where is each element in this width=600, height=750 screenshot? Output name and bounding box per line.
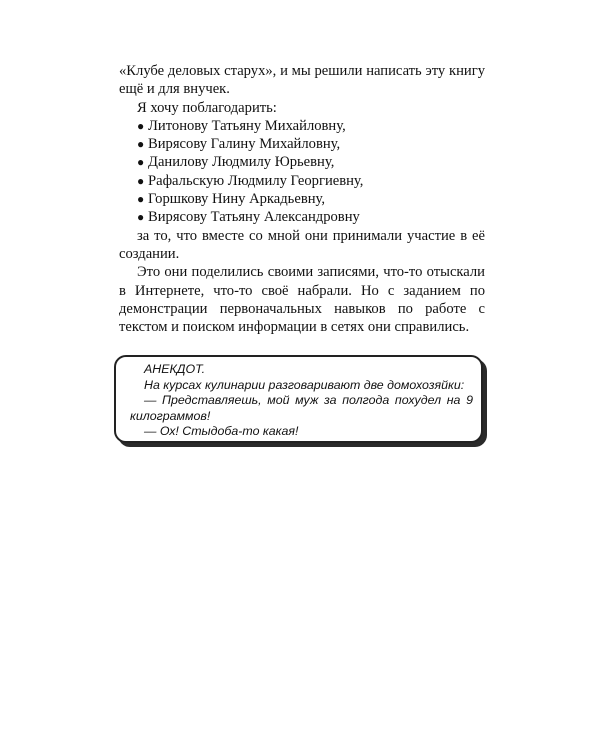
thanks-list: [119, 117, 485, 227]
list-item: [137, 153, 485, 171]
bullet-icon: ●: [137, 192, 145, 207]
list-item-text: Литонову Татьяну Михайловну,: [148, 117, 346, 134]
thanks-intro: Я хочу поблагодарить:: [137, 99, 277, 116]
list-item-text: Данилову Людмилу Юрьевну,: [148, 154, 335, 171]
list-item: [137, 135, 485, 153]
anecdote-box: [114, 355, 483, 443]
continuation-paragraph: «Клубе деловых старух», и мы решили написать эту книгу ещё и для внучек.: [119, 63, 485, 98]
list-item: [137, 117, 485, 135]
anecdote-line: — Ох! Стыдоба-то какая!: [144, 424, 299, 438]
list-item: [137, 190, 485, 208]
list-item-text: Вирясову Галину Михайловну,: [148, 136, 341, 153]
list-item-text: Рафальскую Людмилу Георгиевну,: [148, 172, 364, 189]
list-item: [137, 172, 485, 190]
bullet-icon: ●: [137, 155, 145, 170]
anecdote-text: [130, 362, 473, 440]
closing-paragraph: Это они поделились своими записями, что-то отыскали в Интернете, что-то своё набрали. Но с заданием по демонстрации первоначальных навыков по работе с текстом и поиском информации в сетях они справились.: [119, 264, 485, 336]
list-item-text: Горшкову Нину Аркадьевну,: [148, 191, 325, 208]
bullet-icon: ●: [137, 118, 145, 133]
list-item: [137, 208, 485, 226]
list-item-text: Вирясову Татьяну Александровну: [148, 209, 360, 226]
bullet-icon: ●: [137, 210, 145, 225]
anecdote-title: АНЕКДОТ.: [144, 362, 206, 376]
anecdote-line: — Представляешь, мой муж за полгода похудел на 9 килограммов!: [130, 393, 473, 423]
bullet-icon: ●: [137, 173, 145, 188]
anecdote-line: На курсах кулинарии разговаривают две домохозяйки:: [144, 377, 465, 392]
bullet-icon: ●: [137, 137, 145, 152]
after-list-paragraph: за то, что вместе со мной они принимали участие в её создании.: [119, 227, 485, 262]
main-text-block: [119, 62, 485, 336]
